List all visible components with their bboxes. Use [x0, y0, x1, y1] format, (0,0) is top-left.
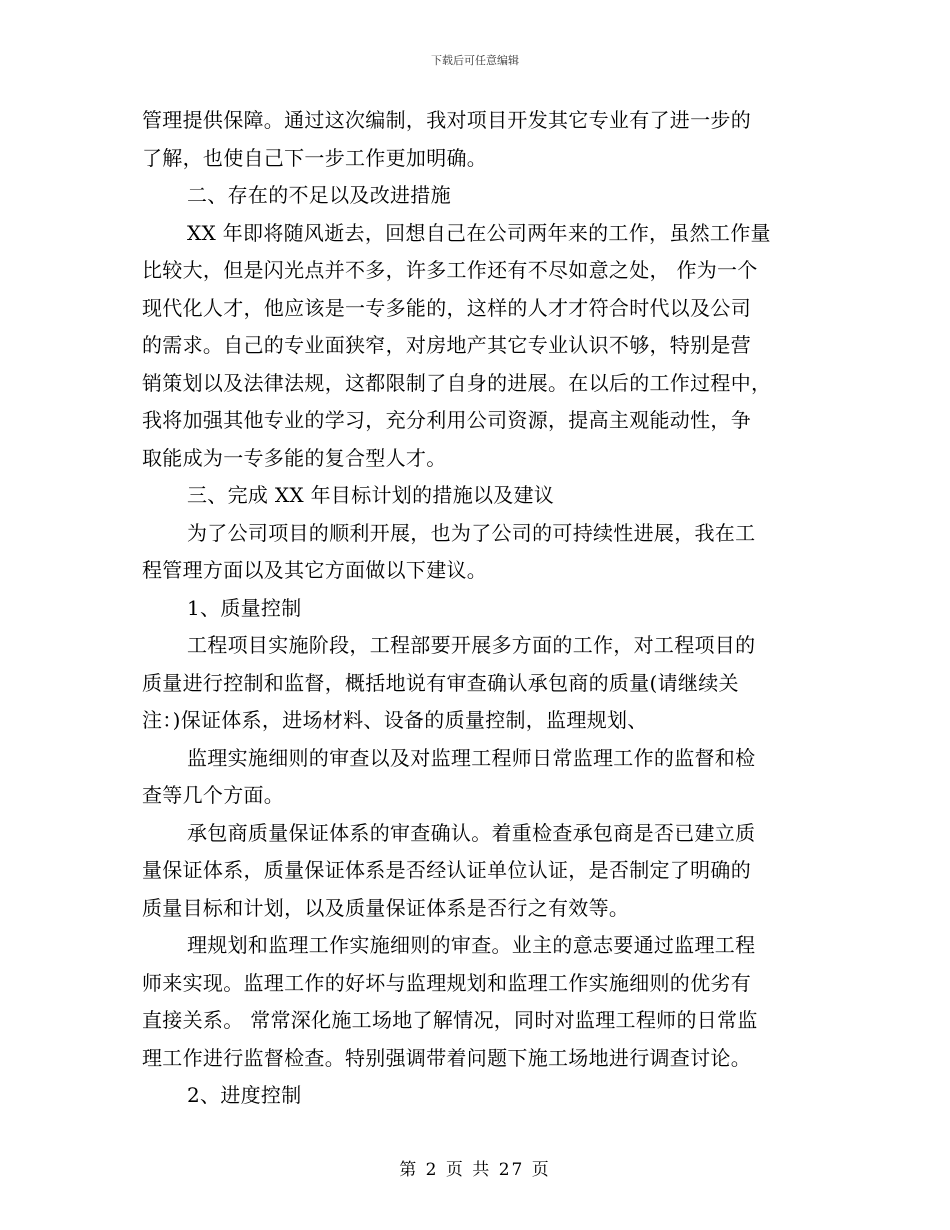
text-line: 质量进行控制和监督，概括地说有审查确认承包商的质量(请继续关: [142, 670, 739, 695]
section-heading: 三、完成 XX 年目标计划的措施以及建议: [187, 483, 555, 507]
text-line: 量保证体系，质量保证体系是否经认证单位认证，是否制定了明确的: [142, 858, 751, 882]
text-line: 程管理方面以及其它方面做以下建议。: [142, 558, 488, 582]
text-line: 查等几个方面。: [142, 783, 285, 807]
text-line: 工程项目实施阶段，工程部要开展多方面的工作，对工程项目的: [187, 633, 756, 657]
subsection-heading: 2、进度控制: [187, 1083, 302, 1107]
subsection-heading: 1、质量控制: [187, 595, 302, 620]
text-line: 了解，也使自己下一步工作更加明确。: [142, 145, 488, 170]
text-line: 管理提供保障。通过这次编制，我对项目开发其它专业有了进一步的: [142, 108, 751, 132]
text-line: XX 年即将随风逝去，回想自己在公司两年来的工作，虽然工作量: [187, 220, 771, 245]
text-line: 我将加强其他专业的学习，充分利用公司资源，提高主观能动性，争: [142, 408, 751, 432]
page-header: 下载后可任意编辑: [431, 54, 519, 67]
text-line: 质量目标和计划，以及质量保证体系是否行之有效等。: [142, 895, 630, 920]
text-line: 监理实施细则的审查以及对监理工程师日常监理工作的监督和检: [187, 745, 756, 770]
text-line: 销策划以及法律法规，这都限制了自身的进展。在以后的工作过程中，: [142, 370, 772, 395]
text-line: 为了公司项目的顺利开展，也为了公司的可持续性进展，我在工: [187, 520, 756, 545]
text-line: 注：)保证体系，进场材料、设备的质量控制，监理规划、: [142, 708, 648, 732]
text-line: 直接关系。 常常深化施工场地了解情况，同时对监理工程师的日常监: [142, 1008, 758, 1032]
text-line: 承包商质量保证体系的审查确认。着重检查承包商是否已建立质: [187, 820, 756, 845]
text-line: 师来实现。监理工作的好坏与监理规划和监理工作实施细则的优劣有: [142, 970, 751, 995]
text-line: 理规划和监理工作实施细则的审查。业主的意志要通过监理工程: [187, 933, 756, 957]
text-line: 的需求。自己的专业面狭窄，对房地产其它专业认识不够，特别是营: [142, 333, 751, 357]
page-number: 第 2 页 共 27 页: [399, 1160, 551, 1180]
section-heading: 二、存在的不足以及改进措施: [187, 183, 451, 207]
text-line: 比较大，但是闪光点并不多，许多工作还有不尽如意之处， 作为一个: [142, 258, 758, 282]
document-body: [142, 102, 804, 1115]
text-line: 理工作进行监督检查。特别强调带着问题下施工场地进行调查讨论。: [142, 1045, 751, 1070]
text-line: 现代化人才，他应该是一专多能的，这样的人才才符合时代以及公司: [142, 295, 751, 320]
text-line: 取能成为一专多能的复合型人才。: [142, 445, 447, 470]
